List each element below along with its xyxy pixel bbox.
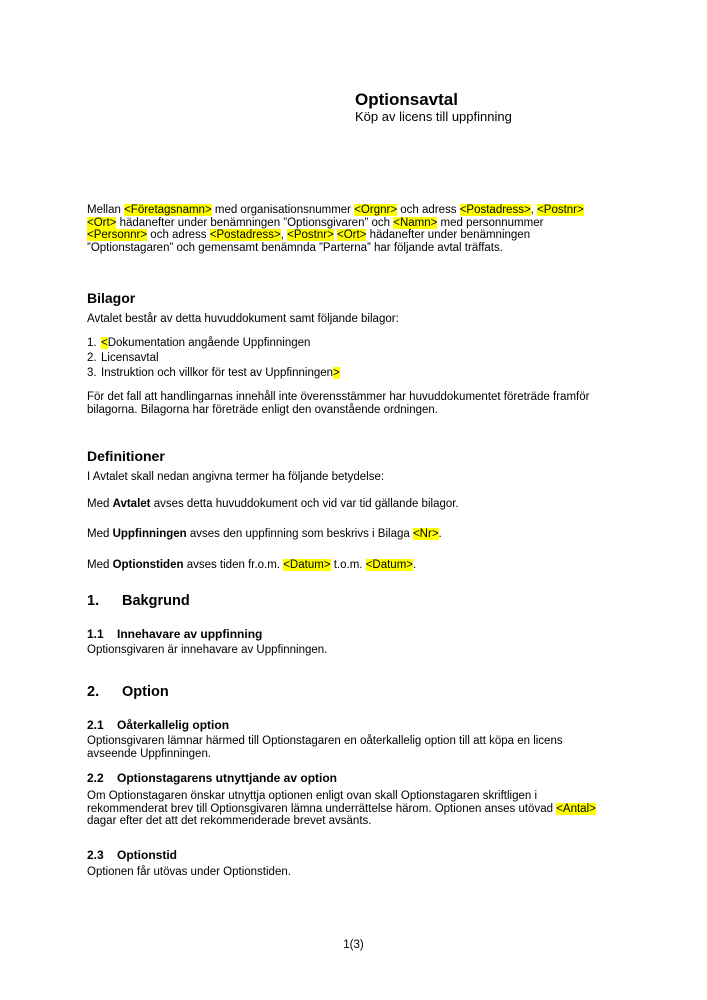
subsection-title: Optionstagarens utnyttjande av option xyxy=(117,771,338,785)
placeholder-field: <Orgnr> xyxy=(354,204,398,216)
defined-term: Avtalet xyxy=(112,498,151,510)
page-title: Optionsavtal xyxy=(355,90,458,109)
intro-paragraph xyxy=(87,204,635,255)
text-run: t.o.m. xyxy=(330,559,366,571)
text-run: Optionsgivaren är innehavare av Uppfinningen. xyxy=(87,644,328,656)
subsection-2-2-heading xyxy=(87,772,635,785)
text-run: Om Optionstagaren önskar utnyttja optionen enligt ovan skall Optionstagaren skriftligen i xyxy=(87,790,538,802)
placeholder-field: <Postadress> xyxy=(459,204,531,216)
placeholder-field: <Företagsnamn> xyxy=(124,204,212,216)
placeholder-field: < xyxy=(101,337,108,349)
text-run: ”Optionstagaren” och gemensamt benämnda ”Parterna” har följande avtal träffats. xyxy=(87,242,503,255)
text-run: och adress xyxy=(397,204,460,216)
page-subtitle: Köp av licens till uppfinning xyxy=(355,109,512,124)
list-number: 3. xyxy=(87,367,97,379)
placeholder-field: <Nr> xyxy=(412,528,439,540)
text-run: . xyxy=(438,528,442,540)
text-run: avses tiden fr.o.m. xyxy=(183,559,284,571)
text-run: hädanefter under benämningen ”Optionsgivaren” och xyxy=(116,216,394,229)
list-text xyxy=(101,337,310,349)
subsection-title: Oåterkallelig option xyxy=(117,718,230,732)
attachment-item xyxy=(87,351,635,366)
section-number: 2. xyxy=(87,684,100,700)
subsection-number: 2.2 xyxy=(87,771,104,785)
text-run: hädanefter under benämningen xyxy=(366,229,531,242)
definitions-lead-paragraph: I Avtalet skall nedan angivna termer ha följande betydelse: xyxy=(87,471,385,483)
text-run: Optionsgivaren lämnar härmed till Optionstagaren en oåterkallelig option till att köpa en licens xyxy=(87,735,563,747)
section-2-heading xyxy=(87,684,635,700)
subsection-1-1-heading xyxy=(87,628,635,641)
precedence-paragraph xyxy=(87,391,635,416)
heading-definitioner: Definitioner xyxy=(87,448,165,464)
subsection-body xyxy=(87,735,635,760)
text-run: Instruktion och villkor för test av Uppfinningen xyxy=(101,367,334,379)
page-number: 1(3) xyxy=(343,939,364,951)
attachments-list xyxy=(87,336,635,381)
placeholder-field: > xyxy=(333,367,340,379)
placeholder-field: <Namn> xyxy=(393,216,438,229)
section-number: 1. xyxy=(87,593,100,609)
attachment-item xyxy=(87,336,635,351)
definition-paragraph xyxy=(87,528,635,541)
placeholder-field: <Datum> xyxy=(283,559,331,571)
definition-paragraph xyxy=(87,559,635,572)
text-run: rekommenderat brev till Optionsgivaren lämna underrättelse härom. Optionen anses utövad xyxy=(87,802,557,815)
subsection-2-1-heading xyxy=(87,719,635,732)
placeholder-field: <Ort> xyxy=(337,229,367,242)
placeholder-field: <Postadress> xyxy=(209,229,281,242)
document-header xyxy=(355,91,665,124)
list-text xyxy=(101,352,159,364)
placeholder-field: <Postnr> xyxy=(537,204,584,216)
list-number: 2. xyxy=(87,352,97,364)
placeholder-field: <Personnr> xyxy=(87,229,148,242)
text-run: . xyxy=(413,559,417,571)
subsection-body xyxy=(87,790,635,828)
subsection-number: 2.1 xyxy=(87,718,104,732)
text-run: Optionen får utövas under Optionstiden. xyxy=(87,866,291,878)
definition-paragraph xyxy=(87,498,635,511)
section-title: Bakgrund xyxy=(122,593,190,609)
placeholder-field: <Datum> xyxy=(365,559,413,571)
text-run: För det fall att handlingarnas innehåll inte överensstämmer har huvuddokumentet företräde framför xyxy=(87,391,590,403)
text-run: Licensavtal xyxy=(101,352,159,364)
subsection-title: Innehavare av uppfinning xyxy=(117,627,263,641)
text-run: dagar efter det att det rekommenderade brevet avsänts. xyxy=(87,815,372,828)
subsection-number: 2.3 xyxy=(87,848,104,862)
subsection-body xyxy=(87,644,635,657)
text-run: Med xyxy=(87,498,113,510)
subsection-2-3-heading xyxy=(87,849,635,862)
bilagor-lead-paragraph: Avtalet består av detta huvuddokument samt följande bilagor: xyxy=(87,313,399,325)
text-run: avses den uppfinning som beskrivs i Bilaga xyxy=(186,528,413,540)
list-number: 1. xyxy=(87,337,97,349)
text-run: , xyxy=(530,204,538,216)
placeholder-field: <Postnr> xyxy=(287,229,334,242)
subsection-title: Optionstid xyxy=(117,848,177,862)
list-text xyxy=(101,367,340,379)
text-run: , xyxy=(280,229,288,242)
heading-bilagor: Bilagor xyxy=(87,290,136,306)
text-run: med organisationsnummer xyxy=(211,204,355,216)
section-title: Option xyxy=(122,684,169,700)
subsection-number: 1.1 xyxy=(87,627,104,641)
text-run: Dokumentation angående Uppfinningen xyxy=(107,337,311,349)
placeholder-field: <Antal> xyxy=(556,802,596,815)
attachment-item xyxy=(87,366,635,381)
text-run: Med xyxy=(87,559,113,571)
text-run: Med xyxy=(87,528,113,540)
defined-term: Uppfinningen xyxy=(112,528,187,540)
text-run: avses detta huvuddokument och vid var tid gällande bilagor. xyxy=(150,498,459,510)
section-1-heading xyxy=(87,593,635,609)
text-run: Mellan xyxy=(87,204,125,216)
placeholder-field: <Ort> xyxy=(87,216,117,229)
text-run: avseende Uppfinningen. xyxy=(87,747,212,760)
text-run: bilagorna. Bilagorna har företräde enligt den ovanstående ordningen. xyxy=(87,403,439,416)
text-run: med personnummer xyxy=(437,216,544,229)
text-run: och adress xyxy=(147,229,210,242)
defined-term: Optionstiden xyxy=(112,559,184,571)
subsection-body xyxy=(87,866,635,879)
